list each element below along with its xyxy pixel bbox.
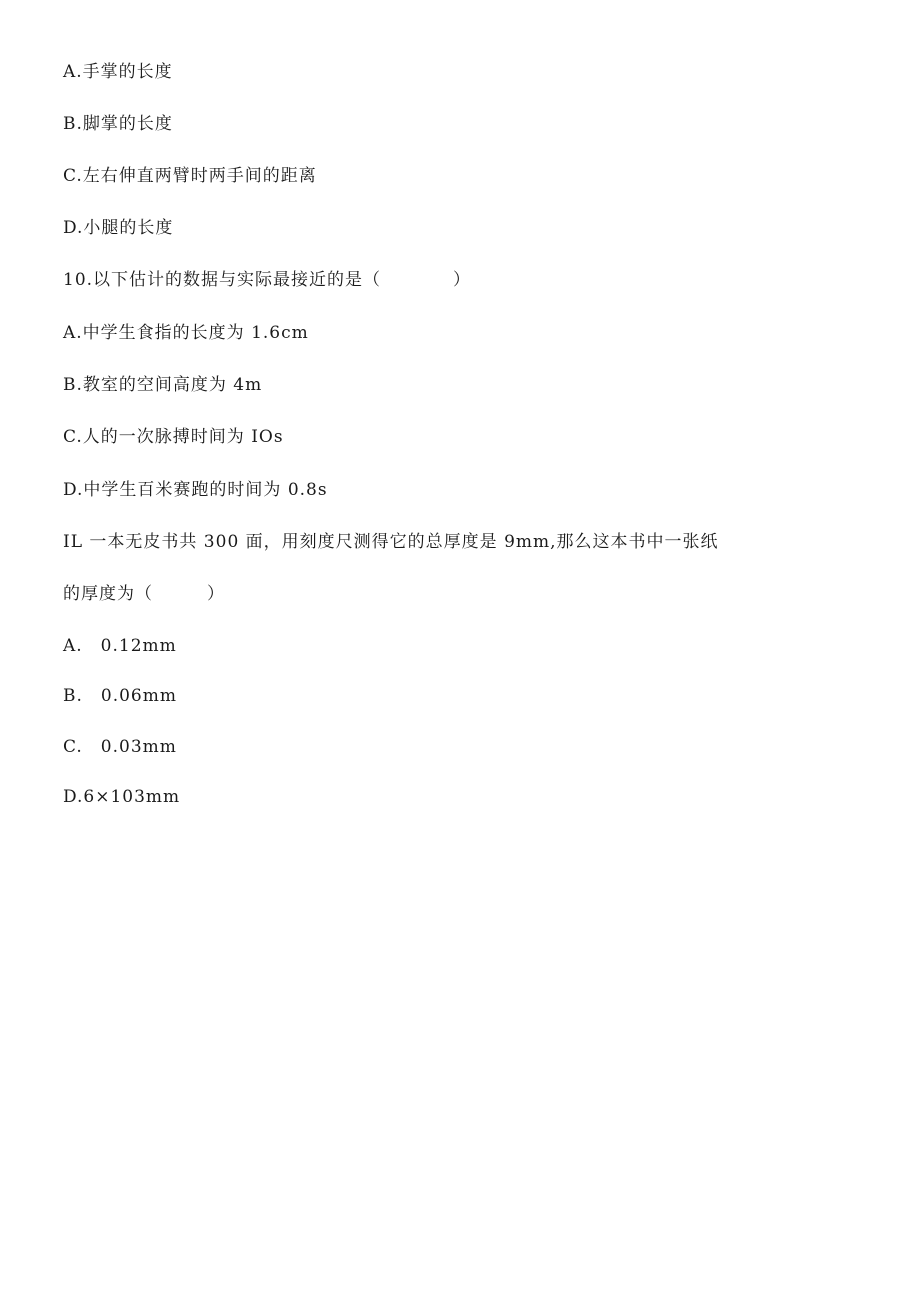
- q11-option-a: A. 0.12mm: [63, 636, 177, 656]
- q10-option-c: C.人的一次脉搏时间为 IOs: [63, 427, 284, 447]
- q11-stem-line1: IL 一本无皮书共 300 面，用刻度尺测得它的总厚度是 9mm,那么这本书中一张纸: [63, 532, 719, 552]
- q10-option-b: B.教室的空间高度为 4m: [63, 375, 263, 395]
- q10-option-a: A.中学生食指的长度为 1.6cm: [63, 323, 309, 343]
- q9-option-d: D.小腿的长度: [63, 218, 174, 238]
- q9-option-a: A.手掌的长度: [63, 62, 173, 82]
- q9-option-b: B.脚掌的长度: [63, 114, 173, 134]
- q11-stem-line2: 的厚度为（ ）: [63, 584, 225, 604]
- q10-option-d: D.中学生百米赛跑的时间为 0.8s: [63, 480, 328, 500]
- q9-option-c: C.左右伸直两臂时两手间的距离: [63, 166, 317, 186]
- q10-stem: 10.以下估计的数据与实际最接近的是（ ）: [63, 270, 472, 290]
- q11-option-c: C. 0.03mm: [63, 737, 177, 757]
- q11-option-d: D.6×103mm: [63, 787, 181, 807]
- q11-option-b: B. 0.06mm: [63, 686, 177, 706]
